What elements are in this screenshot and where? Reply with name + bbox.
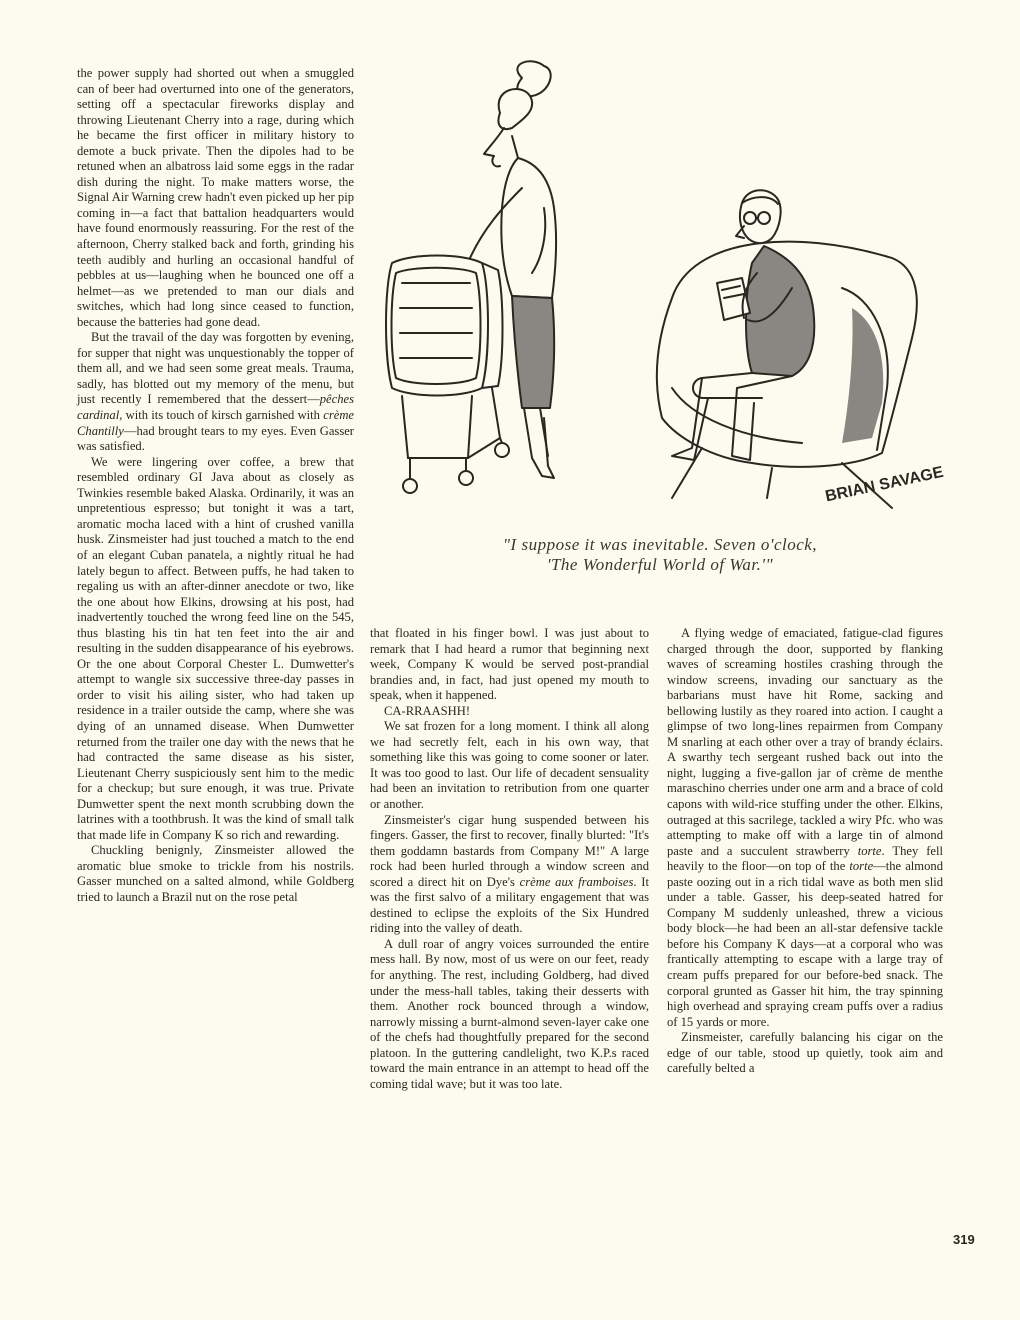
woman-skirt	[512, 296, 554, 408]
paragraph: the power supply had shorted out when a smuggled can of beer had overturned into one of the generators, setting off a spectacular fireworks display and throwing Lieutenant Cherry into a rage, during which he became the first officer in military history to demote a buck private. Then the dipoles had to be retuned when an albatross laid some eggs in the radar dish during the night. To make matters worse, the Signal Air Warning crew hadn't even picked up her pip coming in—a fact that battalion headquarters would have found enormously reassuring. For the rest of the afternoon, Cherry stalked back and forth, grinding his teeth audibly and hurling an occasional handful of pebbles at us—laughing when he bounced one off a helmet—as we pretended to man our dials and switches, which had long since ceased to function, because the batteries had gone dead.	[77, 66, 354, 329]
text-run: A flying wedge of emaciated, fatigue-clad figures charged through the door, supported by flanking waves of screaming hostiles crashing through the window screens, invading our sanctuary as the barbarians must have hit Rome, sacking and bellowing lustily as they roared into action. I caught a glimpse of two long-lines repairmen from Company M snarling at each other over a tray of brandy éclairs. A swarthy tech sergeant rushed back out into the night, lugging a five-gallon jar of crème de menthe maraschino cherries under one arm and a brace of cold capons with wild-rice stuffing under the other. Elkins, outraged at this sacrilege, tackled a wiry Pfc. who was attempting to make off with a large tin of almond paste and a succulent strawberry	[667, 626, 943, 858]
paragraph	[370, 813, 649, 937]
left-text-column	[77, 66, 354, 906]
text-run: . It was the first salvo of a military engagement that was destined to eclipse the exploits of the Six Hundred riding into the valley of death.	[370, 874, 649, 936]
tv-cabinet	[386, 256, 488, 396]
paragraph: A dull roar of angry voices surrounded the entire mess hall. By now, most of us were on our feet, ready for anything. The rest, including Goldberg, had dived under the mess-hall tables, taking their desserts with them. Another rock bounced through a window, narrowly missing a burnt-almond seven-layer cake one of the chefs had thoughtfully prepared for the second platoon. In the guttering candlelight, two K.P.s raced toward the main entrance in an attempt to head off the coming tidal wave; but it was too late.	[370, 936, 649, 1091]
text-run: . They fell heavily to the floor—on top of the	[667, 843, 943, 874]
text-run: —had brought tears to my eyes. Even Gasser was satisfied.	[77, 423, 354, 454]
italic-text: pêches cardinal	[77, 392, 354, 423]
cartoon-caption	[400, 535, 920, 575]
italic-text: crème aux framboises	[519, 874, 634, 889]
page-number: 319	[953, 1232, 975, 1247]
italic-text: torte	[857, 843, 882, 858]
paragraph: CA-RRAASHH!	[384, 703, 471, 718]
artist-signature: BRIAN SAVAGE	[823, 463, 945, 506]
paragraph	[667, 626, 943, 1030]
cartoon-illustration	[372, 58, 945, 518]
paragraph: Chuckling benignly, Zinsmeister allowed the aromatic blue smoke to trickle from his nostrils. Gasser munched on a salted almond, while Goldberg tried to launch a Brazil nut on the rose petal	[77, 843, 354, 904]
italic-text: torte	[849, 859, 874, 874]
caption-line: 'The Wonderful World of War.'"	[546, 555, 774, 574]
man-head	[740, 190, 781, 243]
paragraph: We sat frozen for a long moment. I think all along we had secretly felt, each in his own way, that something like this was going to come sooner or later. It was too good to last. Our life of decadent sensuality had been an invitation to retribution from one quarter or another.	[370, 719, 649, 812]
text-run: , with its touch of kirsch garnished with	[119, 408, 324, 423]
caption-line: "I suppose it was inevitable. Seven o'clock,	[502, 535, 818, 554]
middle-text-column	[370, 626, 649, 1092]
italic-text: crème Chantilly	[77, 408, 354, 438]
text-run: But the travail of the day was forgotten by evening, for supper that night was unquestionably the topper of them all, and we had seen some great meals. Trauma, sadly, has blotted out my memory of the menu, but just recently I remembered that the dessert—	[77, 330, 354, 407]
right-text-column	[667, 626, 943, 1077]
text-run: Zinsmeister's cigar hung suspended between his fingers. Gasser, the first to recover, finally blurted: "It's them goddamn bastards from Company M!" A large rock had been hurled through a window screen and scored a direct hit on Dye's	[370, 812, 649, 889]
text-run: —the almond paste oozing out in a rich tidal wave as both men slid under a table. Gasser, his deep-seated hatred for Company M suddenly unleashed, threw a vicious body block—he had been an all-star defensive tackle before his Company K days—at a corporal who was frantically attempting to escape with a large tray of cream puffs prepared for our before-bed snack. The corporal grunted as Gasser hit him, the tray spinning high overhead and spraying cream puffs over a radius of 15 yards or more.	[667, 859, 943, 1029]
paragraph: that floated in his finger bowl. I was just about to remark that I had heard a rumor that beginning next week, Company K would be served post-prandial brandies and, in fact, had just opened my mouth to speak, when it happened.	[370, 626, 649, 703]
paragraph	[77, 330, 354, 454]
woman-blouse	[501, 158, 556, 298]
paragraph: Zinsmeister, carefully balancing his cigar on the edge of our table, stood up quietly, took aim and carefully belted a	[667, 1030, 943, 1076]
paragraph: We were lingering over coffee, a brew that resembled ordinary GI Java about as closely as Twinkies resemble baked Alaska. Ordinarily, it was an unpretentious espresso; but tonight it was a tart, aromatic mocha laced with a hint of crushed vanilla husk. Zinsmeister had just touched a match to the end of an elegant Cuban panatela, a nightly ritual he had lately begun to affect. Between puffs, he had taken to regaling us with an after-dinner anecdote or two, like the one about how Elkins, drowsing at his post, had inadvertently touched the wrong feed line on the 545, thus blasting his tin hat ten feet into the air and resulting in the sudden disappearance of his eyebrows. Or the one about Corporal Chester L. Dumwetter's attempt to wangle six successive three-day passes in order to visit his ailing sister, who had taken up residence in a trailer outside the camp, where she was dying of an unnamed disease. When Dumwetter returned from the trailer one day with the news that he had contracted the same disease as his sister, Lieutenant Cherry suspiciously sent him to the medic for a checkup; but sure enough, it was true. Private Dumwetter spent the next month scrubbing down the latrines with a toothbrush. It was the kind of small talk that made life in Company K so rich and rewarding.	[77, 454, 354, 842]
